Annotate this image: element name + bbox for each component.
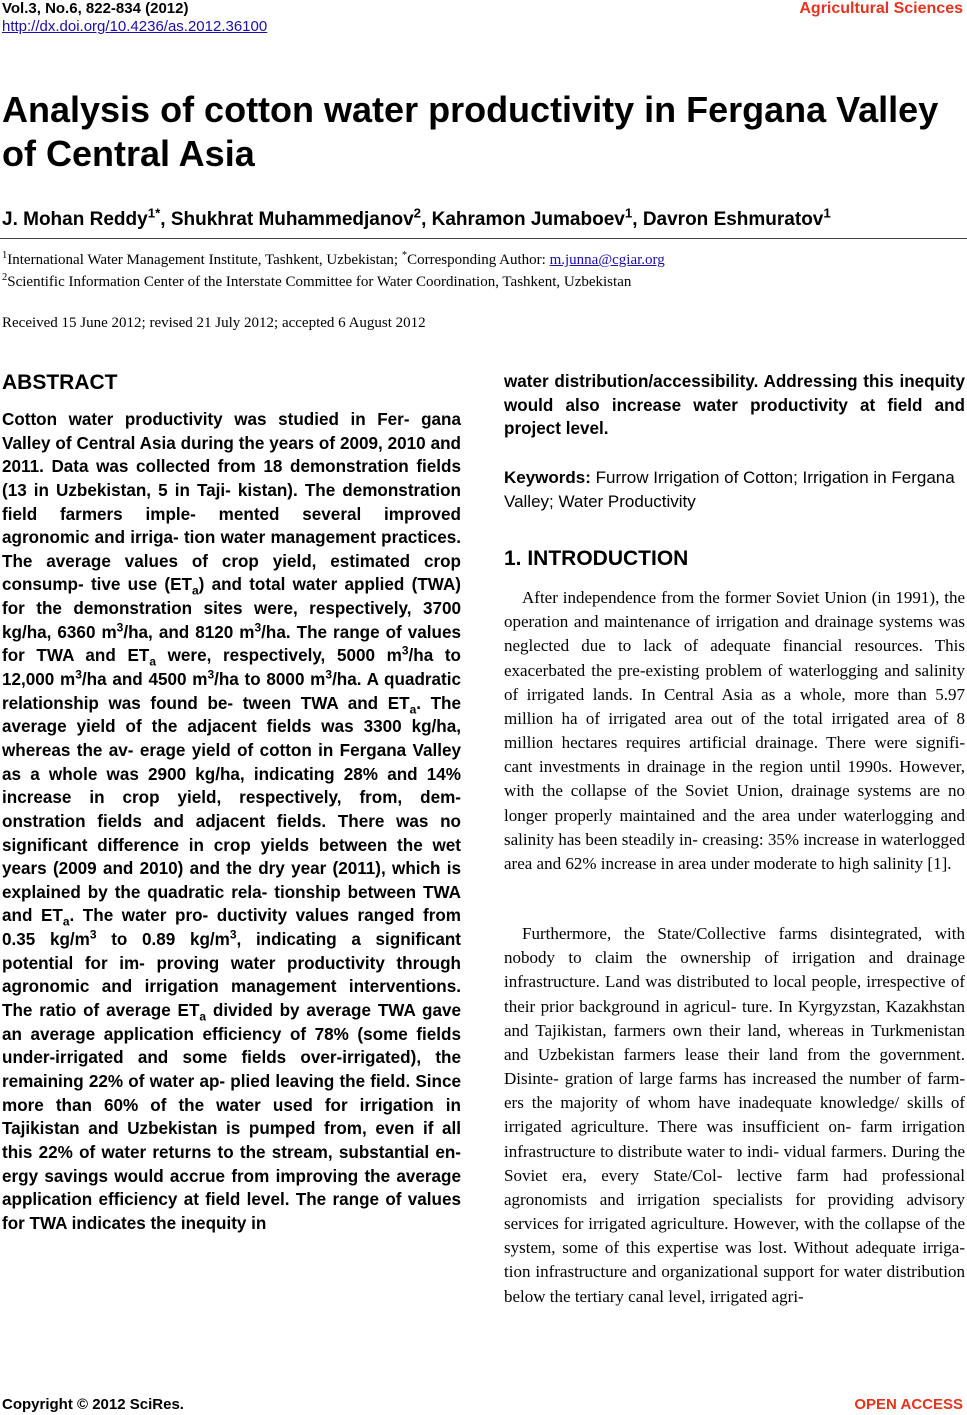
author-name: J. Mohan Reddy xyxy=(2,209,148,230)
journal-name: Agricultural Sciences xyxy=(799,0,963,17)
article-title: Analysis of cotton water productivity in Fergana Valley of Central Asia xyxy=(2,89,939,174)
keywords xyxy=(504,466,965,513)
introduction-paragraph: After independence from the former Soviet Union (in 1991), the operation and maintenance of irrigation and drainage systems was neglected due to lack of adequate financial resources. This exacerbated the pre-existing problem of waterlogging and salinity of irrigated lands. In Central Asia as a whole, more than 5.97 million ha of irrigated area out of the total irrigated area of 8 million hectares requires artificial drainage. There were signifi- cant investments in drainage in the region until 1990s. However, with the collapse of the Soviet Union, drainage systems are no longer properly maintained and the area under waterlogging and salinity has been steadily in- creasing: 35% increase in waterlogged area and 62% increase in area under moderate to high salinity [1]. xyxy=(504,588,965,873)
affiliation-mark: 2 xyxy=(2,272,8,283)
author-affiliation-mark: 1 xyxy=(624,205,633,221)
author-email-link[interactable]: m.junna@cgiar.org xyxy=(549,252,665,268)
author-name: Shukhrat Muhammedjanov xyxy=(170,209,414,230)
received-dates: Received 15 June 2012; revised 21 July 2012; accepted 6 August 2012 xyxy=(2,315,426,331)
corresponding-mark: * xyxy=(401,250,408,261)
affiliation-text: International Water Management Institute, Tashkent, Uzbekistan; xyxy=(7,252,402,268)
keywords-text: Furrow Irrigation of Cotton; Irrigation in Fergana Valley; Water Productivity xyxy=(504,468,955,511)
affiliation-mark: 1 xyxy=(2,250,8,261)
abstract-continuation: water distribution/accessibility. Addressing this inequity would also increase water productivity at field and project level. xyxy=(504,372,965,439)
affiliation-text: Scientific Information Center of the Interstate Committee for Water Coordination, Tashkent, Uzbekistan xyxy=(7,274,632,290)
author-name: Kahramon Jumaboev xyxy=(431,209,625,230)
introduction-paragraph: Furthermore, the State/Collective farms disintegrated, with nobody to claim the ownership of irrigation and drainage infrastructure. Land was distributed to local people, irrespective of their prior background in agricul- ture. In Kyrgyzstan, Kazakhstan and Tajikistan, farmers own their land, whereas in Turkmenistan and Uzbekistan farmers lease their land from the government. Disinte- gration of large farms has increased the number of farm- ers the majority of whom have inadequate knowledge/ skills of irrigated agriculture. There was insufficient on- farm irrigation infrastructure to distribute water to indi- vidual farmers. During the Soviet era, every State/Col- lective farm had professional agronomists and irrigation specialists for providing advisory services for irrigated agriculture. However, with the collapse of the system, some of this expertise was lost. Without adequate irriga- tion infrastructure and organizational support for water distribution below the tertiary canal level, irrigated agri- xyxy=(504,924,965,1306)
author-list: J. Mohan Reddy$^{1*}$, Shukhrat Muhammedjanov$^2$, Kahramon Jumaboev$^1$, Davron Eshmuratov$^1$ xyxy=(2,205,831,230)
journal-volume-info: Vol.3, No.6, 822-834 (2012) xyxy=(2,0,189,17)
abstract-text: Cotton water productivity was studied in Fer- gana Valley of Central Asia during the years of 2009, 2010 and 2011. Data was collected from 18 demonstration fields (13 in Uzbekistan, 5 in Taji- kistan). The demonstration field farmers imple- mented several improved agronomic and irriga- tion water management practices. The average values of crop yield, estimated crop consump- tive use $(ET_a)$ and total water applied (TWA) for the demonstration sites were, respectively, 3700 kg/ha, 6360 $m^3/ha$, and 8120 $m^3/ha$. The range of values for TWA and $ET_a$ were, respectively, 5000 $m^3/ha$ to 12,000 $m^3/ha$ and 4500 $m^3/ha$ to 8000 $m^3/ha$. A quadratic relationship was found be- tween TWA and $ET_a$. The average yield of the adjacent fields was 3300 kg/ha, whereas the av- erage yield of cotton in Fergana Valley as a whole was 2900 kg/ha, indicating 28% and 14% increase in crop yield, respectively, from, dem- onstration fields and adjacent fields. There was no significant difference in crop yields between the wet years (2009 and 2010) and the dry year (2011), which is explained by the quadratic rela- tionship between TWA and $ET_a$. The water pro- ductivity values ranged from 0.35 $kg/m^3$ to 0.89 $kg/m^3$, indicating a significant potential for im- proving water productivity through agronomic and irrigation management interventions. The ratio of average $ET_a$ divided by average TWA gave an average application efficiency of 78% (some fields under-irrigated and some fields over-irrigated), the remaining 22% of water ap- plied leaving the field. Since more than 60% of the water used for irrigation in Tajikistan and Uzbekistan is pumped from, even if all this 22% of water returns to the stream, substantial en- ergy savings would accrue from improving the average application efficiency at field level. The range of values for TWA indicates the inequity in xyxy=(2,410,462,1233)
author-divider xyxy=(0,238,967,239)
author-name: Davron Eshmuratov xyxy=(642,209,824,230)
author-affiliation-mark: 2 xyxy=(413,205,422,221)
keywords-label: Keywords: xyxy=(504,468,591,487)
section-heading-introduction: 1. INTRODUCTION xyxy=(504,547,689,570)
affiliation-1 xyxy=(2,250,665,270)
doi-link[interactable]: http://dx.doi.org/10.4236/as.2012.36100 xyxy=(2,18,268,35)
abstract-heading: ABSTRACT xyxy=(2,371,118,394)
open-access-label: OPEN ACCESS xyxy=(854,1396,963,1413)
affiliation-2 xyxy=(2,272,631,292)
corresponding-label: Corresponding Author: xyxy=(407,252,550,268)
copyright-notice: Copyright © 2012 SciRes. xyxy=(2,1396,184,1413)
author-affiliation-mark: 1* xyxy=(147,205,161,221)
author-affiliation-mark: 1 xyxy=(823,205,831,221)
